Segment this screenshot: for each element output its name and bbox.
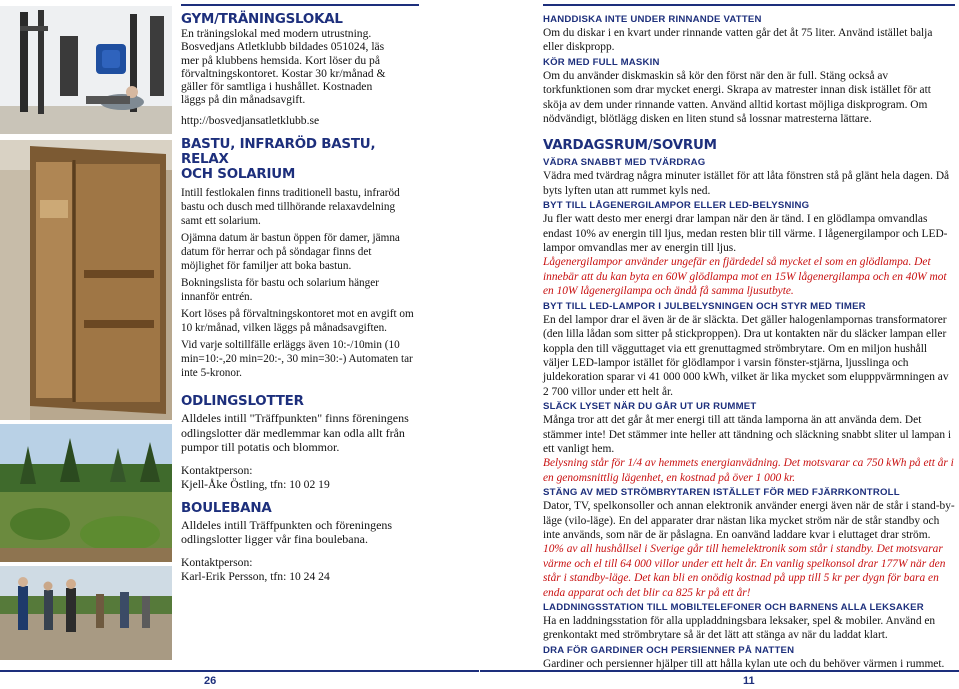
bastu-title-line: BASTU, INFRARÖD BASTU, RELAX bbox=[181, 137, 376, 168]
maskin-title: KÖR MED FULL MASKIN bbox=[543, 56, 660, 68]
lampor-title: BYT TILL LÅGENERGILAMPOR ELLER LED-BELYSNING bbox=[543, 200, 810, 212]
main-section-title: VARDAGSRUM/SOVRUM bbox=[543, 138, 717, 154]
stang-text: Dator, TV, spelkonsoller och annan elektronik använder energi även när de står i stand-by-läge (vilo-läge). En del apparater drar nästan lika mycket ström när de står standby och inte används, som när de är påslagna. En oanvänd laddare kvar i eluttaget drar ström. bbox=[543, 500, 955, 541]
vadra-text: Vädra med tvärdrag några minuter istället för att låta fönstren stå på glänt hela dagen. Då byts lyften utan att rummet kyls ned. bbox=[543, 170, 950, 197]
gym-text bbox=[181, 27, 417, 107]
left-text-column bbox=[181, 4, 417, 585]
right-page bbox=[480, 0, 959, 689]
gym-line: gäller för samtliga i hushållet. Kostnaden bbox=[181, 80, 373, 94]
gym-line: läggs på din månadsavgift. bbox=[181, 93, 306, 107]
stang-title: STÄNG AV MED STRÖMBRYTAREN ISTÄLLET FÖR MED FJÄRRKONTROLL bbox=[543, 487, 900, 499]
bastu-paragraph: Kort löses på förvaltningskontoret mot en avgift om 10 kr/månad, vilken läggs på månadsavgiften. bbox=[181, 308, 414, 335]
bastu-title-line: OCH SOLARIUM bbox=[181, 167, 296, 183]
slack-title: SLÄCK LYSET NÄR DU GÅR UT UR RUMMET bbox=[543, 401, 757, 413]
gym-line: mer på klubbens hemsida. Kort löser du på bbox=[181, 53, 380, 67]
ladd-text: Ha en laddningsstation för alla uppladdningsbara leksaker, spel & mobiler. Använd en grenkontakt med strömbrytare så är det lätt att stänga av när du laddat klart. bbox=[543, 615, 936, 642]
boule-title: BOULEBANA bbox=[181, 500, 272, 516]
vadra-title: VÄDRA SNABBT MED TVÄRDRAG bbox=[543, 157, 706, 169]
bastu-title bbox=[181, 137, 417, 182]
bastu-paragraph: Ojämna datum är bastun öppen för damer, jämna datum för herrar och på söndagar finns det möjlighet för familjer att boka bastun. bbox=[181, 232, 400, 273]
stang-highlight: 10% av all hushållsel i Sverige går till hemelektronik som står i standby. Det motsvarar värme och el till 64 000 villor under ett helt år. En vanlig spelkonsol drar 177W när den står i standby-läge. Det kan bli en onödig kostnad på upp till 5 kr per dygn för bara en enda apparat och det blir ca 825 kr på ett år! bbox=[543, 543, 946, 599]
boule-contact: Karl-Erik Persson, tfn: 10 24 24 bbox=[181, 570, 330, 584]
gym-line: förvaltningskontoret. Kostar 30 kr/månad & bbox=[181, 66, 386, 80]
maskin-text: Om du använder diskmaskin så kör den först när den är full. Stäng också av torkfunktionen som drar mycket energi. Skrapa av matrester innan disk istället för att sköja av dem under rinnande vatten. Använd alltid kortast möjliga diskprogram. Om nödvändigt, blötlägg disken en liten stund så lossnar matresterna lättare. bbox=[543, 69, 931, 126]
sauna-photo bbox=[0, 140, 172, 420]
ladd-title: LADDNINGSSTATION TILL MOBILTELEFONER OCH BARNENS ALLA LEKSAKER bbox=[543, 602, 924, 613]
gym-website-link[interactable]: http://bosvedjansatletklubb.se bbox=[181, 113, 320, 127]
jul-text: En del lampor drar el även är de är släckta. Det gäller halogenlampornas transformatorer (den lilla lådan som sitter på stickproppen). Dra ut kontakten när du släcker lampan eller koppla den till vägguttaget via ett grenuttagmed strömbrytare. Om en miljon hushåll väljer LED-lampor istället för glödlampor i varsin fönster-stjärna, ljusslinga och juldekoration sparar vi 41 000 000 kWh, vilket är lika mycket som elupppvärmningen av 2 700 villor under ett helt år. bbox=[543, 313, 949, 398]
left-page bbox=[0, 0, 479, 689]
handdisk-title: HANDDISKA INTE UNDER RINNANDE VATTEN bbox=[543, 14, 762, 25]
boule-photo bbox=[0, 566, 172, 660]
gym-line: En träningslokal med modern utrustning. bbox=[181, 27, 372, 40]
jul-title: BYT TILL LED-LAMPOR I JULBELYSNINGEN OCH STYR MED TIMER bbox=[543, 300, 866, 312]
garden-photo bbox=[0, 424, 172, 562]
gym-photo bbox=[0, 6, 172, 134]
odling-title: ODLINGSLOTTER bbox=[181, 394, 304, 410]
slack-highlight: Belysning står för 1/4 av hemmets energianvädning. Det motsvarar ca 750 kWh på ett år i en genomsnittlig lägenhet, en kostnad på över 1 000 kr. bbox=[543, 457, 954, 484]
right-footer-line bbox=[480, 670, 959, 672]
bastu-paragraph: Vid varje soltillfälle erläggs även 10:-/10min (10 min=10:-,20 min=20:-, 30 min=30:-) Automaten tar inte 5-kronor. bbox=[181, 339, 413, 380]
slack-text: Många tror att det går åt mer energi till att tända lamporna än att använda dem. Det stämmer inte! Det stämmer inte heller att tändning och släckning snabbt sliter ul lampan i ett vanligt hem. bbox=[543, 414, 952, 455]
right-page-number: 11 bbox=[743, 675, 755, 687]
odling-contact: Kjell-Åke Östling, tfn: 10 02 19 bbox=[181, 478, 330, 492]
gym-line: Bosvedjans Atletklubb bildades 051024, läs bbox=[181, 40, 385, 54]
odling-text: Alldeles intill "Träffpunkten" finns föreningens odlingslotter där medlemmar kan odla allt från pumpor till potatis och blommor. bbox=[181, 411, 409, 455]
handdisk-text: Om du diskar i en kvart under rinnande vatten går det åt 75 liter. Använd istället balja eller diskpropp. bbox=[543, 27, 933, 54]
lampor-highlight: Lågenergilampor använder ungefär en fjärdedel så mycket el som en glödlampa. Det innebär att du kan byta en 60W glödlampa mot en 15W lågenergilampa och en 40W mot en 10W lågenergilampa och ändå få samma ljusutbyte. bbox=[543, 256, 947, 298]
drag-title: DRA FÖR GARDINER OCH PERSIENNER PÅ NATTEN bbox=[543, 644, 795, 656]
lampor-text: Ju fler watt desto mer energi drar lampan när den är tänd. I en glödlampa omvandlas endast 10% av energin till ljus, medan resten blir till värme. I lågenergilampor och LED-lampor omvandlas mer av energin till ljus. bbox=[543, 213, 948, 255]
bastu-paragraph: Bokningslista för bastu och solarium hänger innanför entrén. bbox=[181, 277, 379, 304]
boule-contact-label: Kontaktperson: bbox=[181, 555, 253, 569]
right-text-column bbox=[543, 4, 955, 671]
bastu-paragraph: Intill festlokalen finns traditionell bastu, infraröd bastu och dusch med tillhörande relaxavdelning samt ett solarium. bbox=[181, 187, 400, 228]
boule-text: Alldeles intill Träffpunkten och föreningens odlingslotter ligger vår fina boulebana. bbox=[181, 517, 393, 547]
left-page-number: 26 bbox=[204, 675, 217, 687]
gym-title: GYM/TRÄNINGSLOKAL bbox=[181, 12, 343, 27]
drag-text: Gardiner och persienner hjälper till att hålla kylan ute och du behöver värmen i rummet. bbox=[543, 657, 945, 670]
odling-contact-label: Kontaktperson: bbox=[181, 463, 253, 477]
left-footer-line bbox=[0, 670, 479, 672]
